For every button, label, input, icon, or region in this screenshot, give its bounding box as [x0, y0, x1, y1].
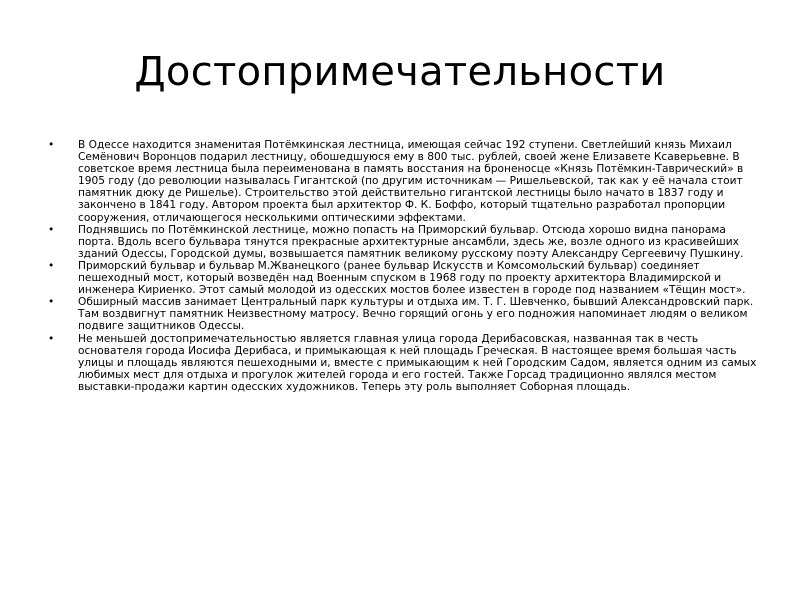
bullet-list [40, 139, 760, 393]
bullet-item [40, 224, 760, 260]
bullet-dot-icon: • [48, 139, 55, 151]
bullet-item [40, 296, 760, 332]
bullet-dot-icon: • [48, 259, 55, 272]
bullet-dot-icon: • [48, 223, 55, 236]
bullet-text: Поднявшись по Потёмкинской лестнице, можно попасть на Приморский бульвар. Отсюда хорошо видна панорама порта. Вдоль всего бульвара тянутся прекрасные архитектурные ансамбли, здесь же, возле одного из красивейших зданий Одессы, Городской думы, возвышается памятник великому русскому поэту Александру Сергеевичу Пушкину. [78, 223, 744, 260]
bullet-item [40, 260, 760, 296]
bullet-dot-icon: • [48, 332, 55, 345]
bullet-text: Приморский бульвар и бульвар М.Жванецкого (ранее бульвар Искусств и Комсомольский бульвар) соединяет пешеходный мост, который возведён над Военным спуском в 1968 году по проекту архитектора Владимирской и инженера Кириенко. Этот самый молодой из одесских мостов более известен в городе под названием «Тёщин мост». [78, 259, 746, 297]
bullet-item [40, 333, 760, 393]
bullet-dot-icon: • [48, 296, 55, 309]
bullet-text: Не меньшей достопримечательностью является главная улица города Дерибасовская, названная так в честь основателя города Иосифа Дерибаса, и примыкающая к ней площадь Греческая. В настоящее время большая часть улицы и площадь являются пешеходными и, вместе с примыкающим к ней Городским Садом, является одним из самых любимых мест для отдыха и прогулок жителей города и его гостей. Также Горсад традиционно являлся местом выставки-продажи картин одесских художников. Теперь эту роль выполняет Соборная площадь. [78, 332, 757, 393]
bullet-text: В Одессе находится знаменитая Потёмкинская лестница, имеющая сейчас 192 ступени. Светлейший князь Михаил Семёнович Воронцов подарил лестницу, обошедшуюся ему в 800 тыс. рублей, своей жене Елизавете Ксаверьевне. В советское время лестница была переименована в память восстания на броненосце «Князь Потёмкин-Таврический» в 1905 году (до революции называлась Гигантской (по другим источникам — Ришельевской, так как у её начала стоит памятник дюку де Ришелье). Строительство этой действительно гигантской лестницы было начато в 1837 году и закончено в 1841 году. Автором проекта был архитектор Ф. К. Боффо, который тщательно разработал пропорции сооружения, отличающегося несколькими оптическими эффектами. [78, 139, 744, 224]
bullet-text: Обширный массив занимает Центральный парк культуры и отдыха им. Т. Г. Шевченко, бывший Александровский парк. Там воздвигнут памятник Неизвестному матросу. Вечно горящий огонь у его подножия напоминает людям о великом подвиге защитников Одессы. [78, 296, 754, 333]
bullet-item [40, 139, 760, 224]
slide-title: Достопримечательности [134, 49, 666, 95]
